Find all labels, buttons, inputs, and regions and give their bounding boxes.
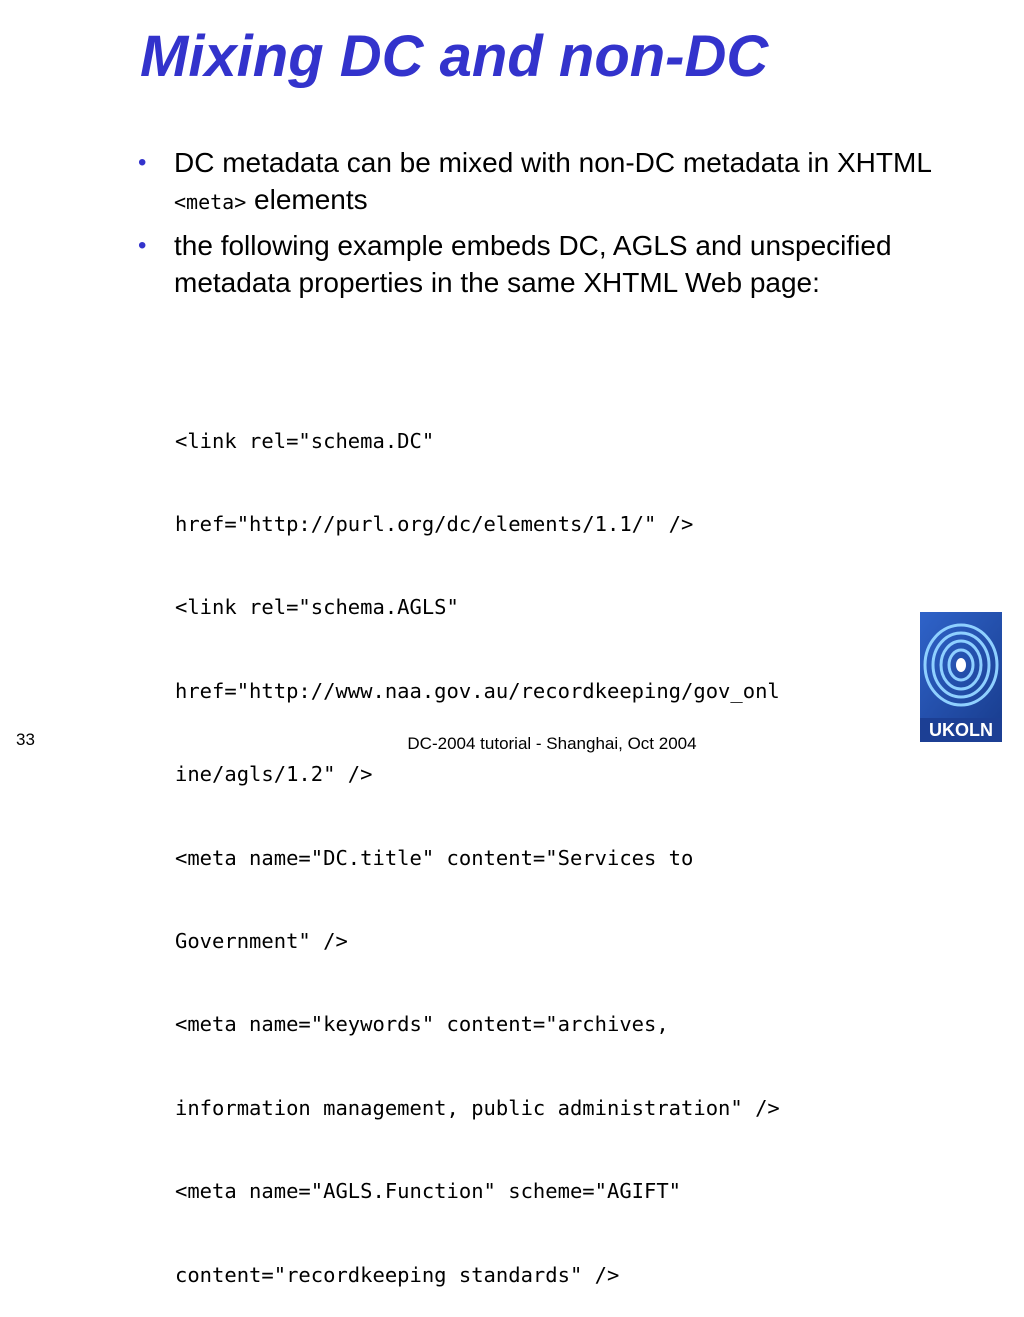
ukoln-eye-logo-icon: [920, 612, 1002, 718]
ukoln-logo: [920, 612, 1002, 742]
bullet-inline-code: <meta>: [174, 190, 247, 214]
code-line: information management, public administration" />: [175, 1095, 780, 1120]
code-line: href="http://purl.org/dc/elements/1.1/" />: [175, 511, 694, 536]
bullet-text-end: elements: [246, 184, 368, 215]
code-line: content="recordkeeping standards" />: [175, 1262, 620, 1287]
code-line: ine/agls/1.2" />: [175, 762, 373, 787]
page-number: 33: [16, 730, 35, 749]
code-line: Government" />: [175, 928, 348, 953]
slide-title: Mixing DC and non-DC: [140, 24, 769, 89]
bullet-item: [138, 227, 958, 301]
bullet-dot-icon: •: [138, 232, 147, 259]
logo-text: UKOLN: [920, 718, 1002, 742]
bullet-text: the following example embeds DC, AGLS and unspecified metadata properties in the same XHTML Web page:: [174, 230, 892, 298]
code-line: <meta name="AGLS.Function" scheme="AGIFT": [175, 1179, 682, 1204]
bullet-item: [138, 144, 958, 221]
code-line: <meta name="DC.title" content="Services to: [175, 845, 694, 870]
bullet-text: DC metadata can be mixed with non-DC metadata in XHTML: [174, 147, 931, 178]
code-example: [175, 372, 955, 1317]
code-line: <link rel="schema.AGLS": [175, 595, 459, 620]
code-line: <meta name="keywords" content="archives,: [175, 1012, 669, 1037]
code-line: href="http://www.naa.gov.au/recordkeeping/gov_onl: [175, 678, 780, 703]
footer-caption: DC-2004 tutorial - Shanghai, Oct 2004: [407, 734, 697, 753]
bullet-list: [138, 144, 958, 307]
code-line: <link rel="schema.DC": [175, 428, 435, 453]
bullet-dot-icon: •: [138, 149, 147, 176]
